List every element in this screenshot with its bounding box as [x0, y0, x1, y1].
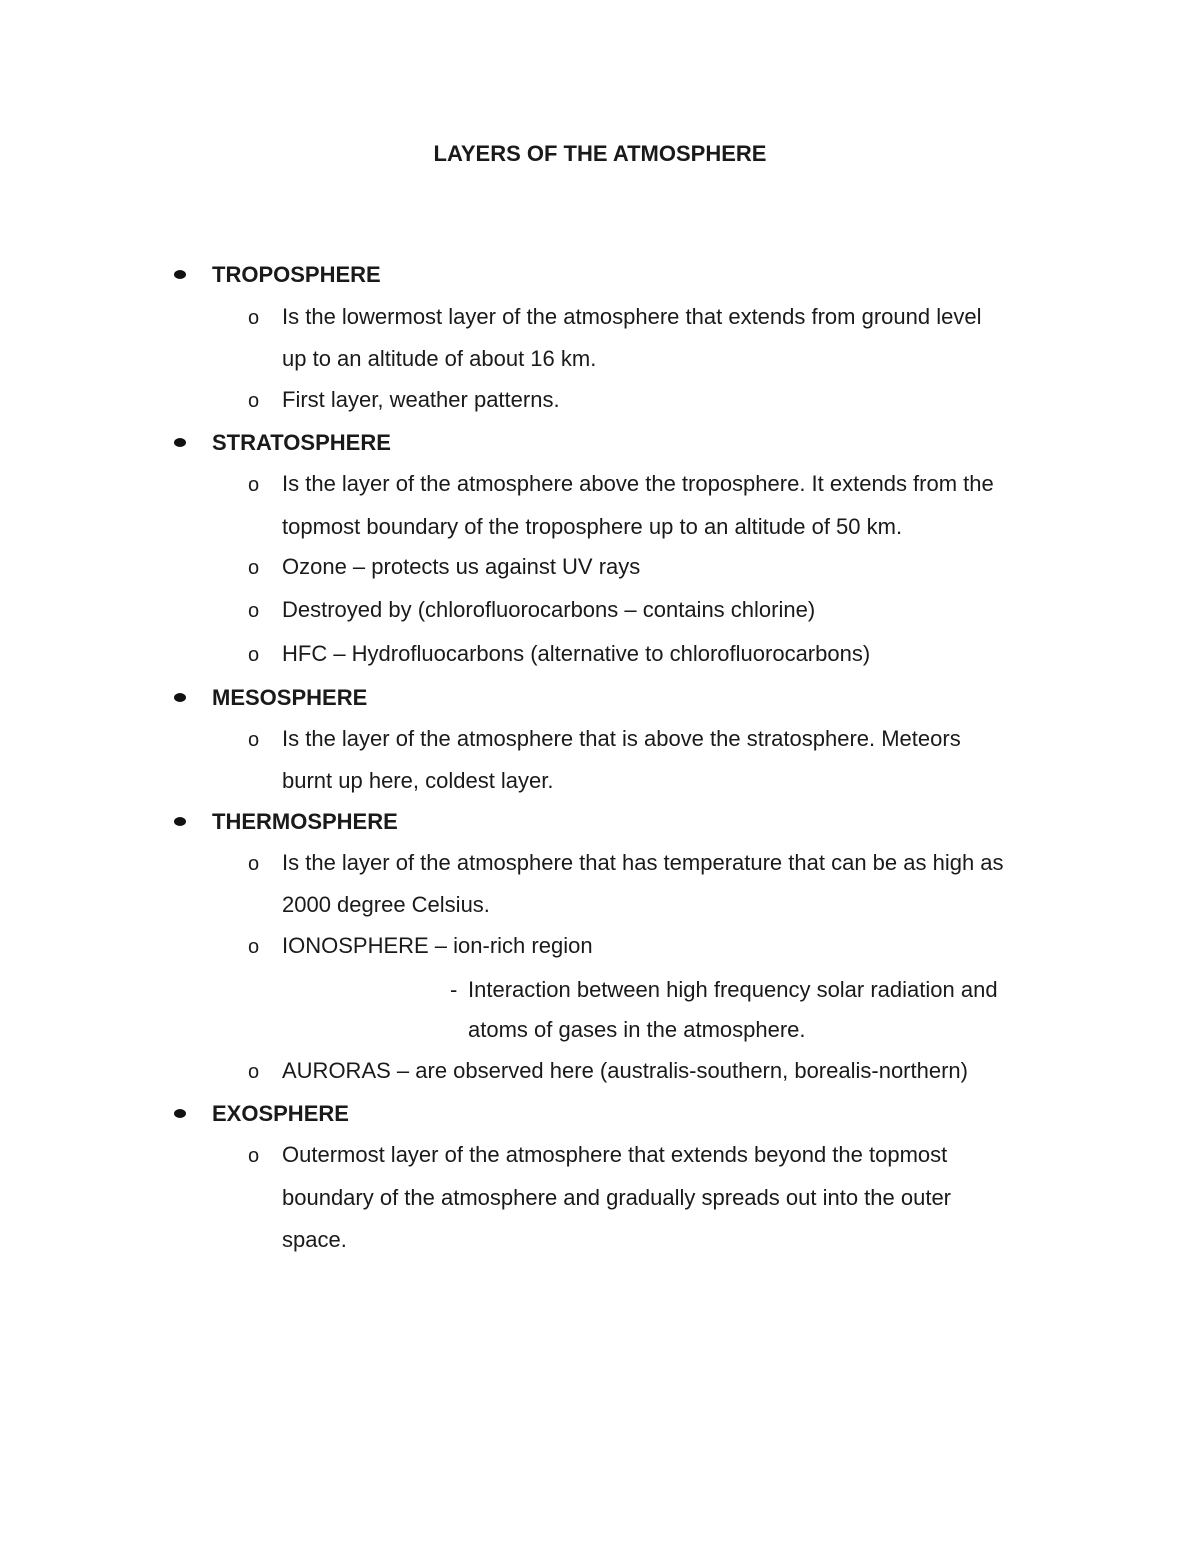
stratosphere-item-1-line-2: topmost boundary of the troposphere up to an altitude of 50 km.: [282, 514, 903, 539]
sub-bullet-marker: o: [248, 729, 260, 751]
mesosphere-item-1-line-2: burnt up here, coldest layer.: [282, 768, 554, 793]
sub-bullet-marker: o: [248, 307, 260, 329]
stratosphere-item-4: HFC – Hydrofluocarbons (alternative to chlorofluorocarbons): [282, 641, 871, 666]
section-heading-thermosphere: THERMOSPHERE: [212, 809, 398, 834]
thermosphere-item-3: AURORAS – are observed here (australis-southern, borealis-northern): [282, 1058, 968, 1083]
exosphere-item-1-line-3: space.: [282, 1227, 347, 1252]
dash-marker: -: [450, 977, 458, 1002]
sub-bullet-marker: o: [248, 600, 260, 622]
sub-bullet-marker: o: [248, 936, 260, 958]
bullet-icon: [174, 1109, 186, 1118]
section-heading-stratosphere: STRATOSPHERE: [212, 430, 391, 455]
thermosphere-item-1-line-2: 2000 degree Celsius.: [282, 892, 490, 917]
exosphere-item-1-line-2: boundary of the atmosphere and gradually spreads out into the outer: [282, 1185, 952, 1210]
mesosphere-item-1-line-1: Is the layer of the atmosphere that is above the stratosphere. Meteors: [282, 726, 961, 751]
thermosphere-item-1-line-1: Is the layer of the atmosphere that has temperature that can be as high as: [282, 850, 1004, 875]
sub-bullet-marker: o: [248, 390, 260, 412]
ionosphere-subpoint-line-2: atoms of gases in the atmosphere.: [468, 1017, 806, 1042]
sub-bullet-marker: o: [248, 1145, 260, 1167]
section-heading-exosphere: EXOSPHERE: [212, 1101, 349, 1126]
troposphere-item-2: First layer, weather patterns.: [282, 387, 560, 412]
sub-bullet-marker: o: [248, 1061, 260, 1083]
bullet-icon: [174, 438, 186, 447]
sub-bullet-marker: o: [248, 644, 260, 666]
bullet-icon: [174, 817, 186, 826]
stratosphere-item-2: Ozone – protects us against UV rays: [282, 554, 641, 579]
section-heading-troposphere: TROPOSPHERE: [212, 262, 381, 287]
stratosphere-item-1-line-1: Is the layer of the atmosphere above the troposphere. It extends from the: [282, 471, 994, 496]
sub-bullet-marker: o: [248, 557, 260, 579]
troposphere-item-1-line-1: Is the lowermost layer of the atmosphere that extends from ground level: [282, 304, 982, 329]
section-heading-mesosphere: MESOSPHERE: [212, 685, 368, 710]
bullet-icon: [174, 270, 186, 279]
troposphere-item-1-line-2: up to an altitude of about 16 km.: [282, 346, 597, 371]
exosphere-item-1-line-1: Outermost layer of the atmosphere that extends beyond the topmost: [282, 1142, 948, 1167]
sub-bullet-marker: o: [248, 474, 260, 496]
bullet-icon: [174, 693, 186, 702]
thermosphere-item-2: IONOSPHERE – ion-rich region: [282, 933, 593, 958]
sub-bullet-marker: o: [248, 853, 260, 875]
page-title: LAYERS OF THE ATMOSPHERE: [433, 141, 767, 166]
ionosphere-subpoint-line-1: Interaction between high frequency solar radiation and: [468, 977, 998, 1002]
stratosphere-item-3: Destroyed by (chlorofluorocarbons – contains chlorine): [282, 597, 816, 622]
